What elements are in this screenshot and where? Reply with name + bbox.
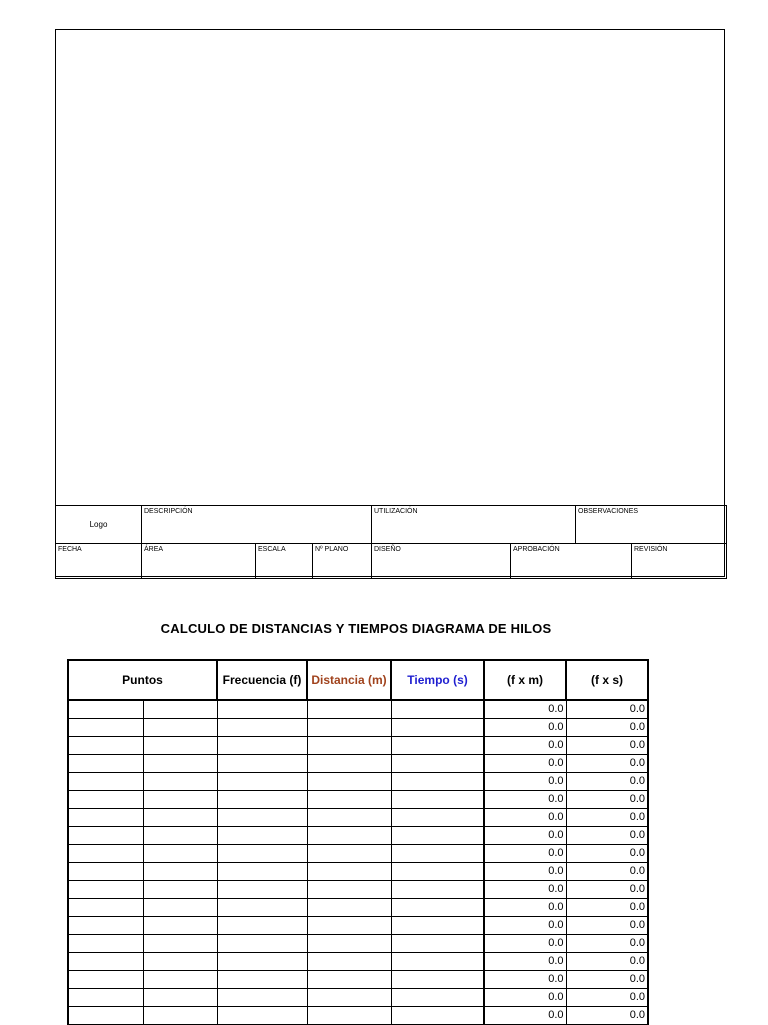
punto-from-cell[interactable]: [68, 700, 143, 719]
observaciones-label: OBSERVACIONES: [576, 506, 727, 544]
frecuencia-cell[interactable]: [217, 845, 307, 863]
punto-to-cell[interactable]: [143, 755, 217, 773]
fxs-cell[interactable]: 0.0: [566, 899, 648, 917]
punto-from-cell[interactable]: [68, 953, 143, 971]
punto-from-cell[interactable]: [68, 809, 143, 827]
title-block: [55, 505, 727, 579]
table-row: [68, 989, 648, 1007]
table-row: [68, 755, 648, 773]
distancia-cell[interactable]: [307, 899, 391, 917]
distancia-cell[interactable]: [307, 935, 391, 953]
fxs-cell[interactable]: 0.0: [566, 1007, 648, 1025]
sheet-title: CALCULO DE DISTANCIAS Y TIEMPOS DIAGRAMA DE HILOS: [160, 621, 552, 636]
revision-label: REVISIÓN: [632, 544, 727, 579]
table-row: [68, 809, 648, 827]
distancia-cell[interactable]: [307, 827, 391, 845]
distancia-cell[interactable]: [307, 719, 391, 737]
descripcion-label: DESCRIPCIÓN: [142, 506, 372, 544]
distancia-cell[interactable]: [307, 845, 391, 863]
frecuencia-cell[interactable]: [217, 863, 307, 881]
punto-to-cell[interactable]: [143, 971, 217, 989]
fxm-cell[interactable]: 0.0: [484, 863, 566, 881]
distancia-cell[interactable]: [307, 881, 391, 899]
punto-from-cell[interactable]: [68, 773, 143, 791]
table-row: [68, 737, 648, 755]
tiempo-cell[interactable]: [391, 791, 484, 809]
distancia-cell[interactable]: [307, 791, 391, 809]
tiempo-cell[interactable]: [391, 737, 484, 755]
fxs-cell[interactable]: 0.0: [566, 700, 648, 719]
fxm-cell[interactable]: 0.0: [484, 737, 566, 755]
fxs-cell[interactable]: 0.0: [566, 755, 648, 773]
punto-from-cell[interactable]: [68, 989, 143, 1007]
tiempo-cell[interactable]: [391, 917, 484, 935]
tiempo-cell[interactable]: [391, 899, 484, 917]
fxm-cell[interactable]: 0.0: [484, 845, 566, 863]
punto-to-cell[interactable]: [143, 917, 217, 935]
fxs-cell[interactable]: 0.0: [566, 989, 648, 1007]
punto-to-cell[interactable]: [143, 737, 217, 755]
frecuencia-cell[interactable]: [217, 791, 307, 809]
frecuencia-cell[interactable]: [217, 917, 307, 935]
table-row: [68, 899, 648, 917]
fxs-cell[interactable]: 0.0: [566, 935, 648, 953]
punto-from-cell[interactable]: [68, 845, 143, 863]
calc-table: [67, 659, 649, 1025]
punto-from-cell[interactable]: [68, 935, 143, 953]
tiempo-cell[interactable]: [391, 971, 484, 989]
distancia-cell[interactable]: [307, 737, 391, 755]
fxm-cell[interactable]: 0.0: [484, 755, 566, 773]
tiempo-cell[interactable]: [391, 719, 484, 737]
punto-from-cell[interactable]: [68, 917, 143, 935]
tiempo-header: Tiempo (s): [391, 660, 484, 700]
distancia-cell[interactable]: [307, 917, 391, 935]
aprobacion-label: APROBACIÓN: [511, 544, 632, 579]
frecuencia-cell[interactable]: [217, 809, 307, 827]
table-row: [68, 1007, 648, 1025]
punto-from-cell[interactable]: [68, 827, 143, 845]
distancia-cell[interactable]: [307, 773, 391, 791]
frecuencia-cell[interactable]: [217, 700, 307, 719]
tiempo-cell[interactable]: [391, 953, 484, 971]
distancia-header: Distancia (m): [307, 660, 391, 700]
punto-from-cell[interactable]: [68, 719, 143, 737]
punto-to-cell[interactable]: [143, 773, 217, 791]
punto-from-cell[interactable]: [68, 899, 143, 917]
punto-to-cell[interactable]: [143, 719, 217, 737]
frecuencia-cell[interactable]: [217, 989, 307, 1007]
tiempo-cell[interactable]: [391, 1007, 484, 1025]
tiempo-cell[interactable]: [391, 700, 484, 719]
tiempo-cell[interactable]: [391, 845, 484, 863]
fxm-cell[interactable]: 0.0: [484, 700, 566, 719]
distancia-cell[interactable]: [307, 971, 391, 989]
fxm-cell[interactable]: 0.0: [484, 791, 566, 809]
fxs-header: (f x s): [566, 660, 648, 700]
punto-to-cell[interactable]: [143, 899, 217, 917]
logo-cell: Logo: [56, 506, 142, 544]
drawing-frame: [55, 29, 725, 577]
punto-to-cell[interactable]: [143, 989, 217, 1007]
table-row: [68, 791, 648, 809]
fxm-cell[interactable]: 0.0: [484, 881, 566, 899]
tiempo-cell[interactable]: [391, 809, 484, 827]
punto-to-cell[interactable]: [143, 863, 217, 881]
tiempo-cell[interactable]: [391, 881, 484, 899]
tiempo-cell[interactable]: [391, 935, 484, 953]
table-row: [68, 881, 648, 899]
area-label: ÁREA: [142, 544, 256, 579]
fxs-cell[interactable]: 0.0: [566, 845, 648, 863]
tiempo-cell[interactable]: [391, 773, 484, 791]
tiempo-cell[interactable]: [391, 827, 484, 845]
frecuencia-header: Frecuencia (f): [217, 660, 307, 700]
punto-to-cell[interactable]: [143, 827, 217, 845]
table-row: [68, 827, 648, 845]
frecuencia-cell[interactable]: [217, 719, 307, 737]
fecha-label: FECHA: [56, 544, 142, 579]
punto-to-cell[interactable]: [143, 881, 217, 899]
frecuencia-cell[interactable]: [217, 953, 307, 971]
table-row: [68, 935, 648, 953]
punto-from-cell[interactable]: [68, 863, 143, 881]
distancia-cell[interactable]: [307, 953, 391, 971]
table-row: [68, 953, 648, 971]
diseno-label: DISEÑO: [372, 544, 511, 579]
frecuencia-cell[interactable]: [217, 773, 307, 791]
distancia-cell[interactable]: [307, 755, 391, 773]
fxm-cell[interactable]: 0.0: [484, 827, 566, 845]
fxm-cell[interactable]: 0.0: [484, 809, 566, 827]
fxs-cell[interactable]: 0.0: [566, 953, 648, 971]
tiempo-cell[interactable]: [391, 989, 484, 1007]
puntos-header: Puntos: [68, 660, 217, 700]
fxm-cell[interactable]: 0.0: [484, 1007, 566, 1025]
n-plano-label: Nº PLANO: [313, 544, 372, 579]
fxm-cell[interactable]: 0.0: [484, 917, 566, 935]
distancia-cell[interactable]: [307, 700, 391, 719]
frecuencia-cell[interactable]: [217, 899, 307, 917]
escala-label: ESCALA: [256, 544, 313, 579]
table-row: [68, 971, 648, 989]
fxm-cell[interactable]: 0.0: [484, 719, 566, 737]
punto-from-cell[interactable]: [68, 737, 143, 755]
punto-from-cell[interactable]: [68, 881, 143, 899]
fxm-cell[interactable]: 0.0: [484, 899, 566, 917]
frecuencia-cell[interactable]: [217, 971, 307, 989]
distancia-cell[interactable]: [307, 1007, 391, 1025]
fxm-header: (f x m): [484, 660, 566, 700]
fxs-cell[interactable]: 0.0: [566, 863, 648, 881]
frecuencia-cell[interactable]: [217, 881, 307, 899]
fxs-cell[interactable]: 0.0: [566, 827, 648, 845]
fxs-cell[interactable]: 0.0: [566, 809, 648, 827]
fxs-cell[interactable]: 0.0: [566, 773, 648, 791]
punto-to-cell[interactable]: [143, 700, 217, 719]
punto-to-cell[interactable]: [143, 1007, 217, 1025]
distancia-cell[interactable]: [307, 863, 391, 881]
distancia-cell[interactable]: [307, 989, 391, 1007]
distancia-cell[interactable]: [307, 809, 391, 827]
fxm-cell[interactable]: 0.0: [484, 773, 566, 791]
frecuencia-cell[interactable]: [217, 1007, 307, 1025]
table-row: [68, 773, 648, 791]
fxm-cell[interactable]: 0.0: [484, 989, 566, 1007]
fxs-cell[interactable]: 0.0: [566, 881, 648, 899]
punto-to-cell[interactable]: [143, 845, 217, 863]
fxs-cell[interactable]: 0.0: [566, 791, 648, 809]
punto-to-cell[interactable]: [143, 791, 217, 809]
fxs-cell[interactable]: 0.0: [566, 719, 648, 737]
table-row: [68, 719, 648, 737]
table-row: [68, 700, 648, 719]
fxm-cell[interactable]: 0.0: [484, 935, 566, 953]
fxs-cell[interactable]: 0.0: [566, 971, 648, 989]
frecuencia-cell[interactable]: [217, 827, 307, 845]
punto-from-cell[interactable]: [68, 791, 143, 809]
tiempo-cell[interactable]: [391, 755, 484, 773]
frecuencia-cell[interactable]: [217, 755, 307, 773]
fxs-cell[interactable]: 0.0: [566, 917, 648, 935]
fxm-cell[interactable]: 0.0: [484, 971, 566, 989]
frecuencia-cell[interactable]: [217, 935, 307, 953]
table-row: [68, 917, 648, 935]
punto-from-cell[interactable]: [68, 971, 143, 989]
frecuencia-cell[interactable]: [217, 737, 307, 755]
punto-to-cell[interactable]: [143, 809, 217, 827]
punto-from-cell[interactable]: [68, 755, 143, 773]
utilizacion-label: UTILIZACIÓN: [372, 506, 576, 544]
punto-from-cell[interactable]: [68, 1007, 143, 1025]
punto-to-cell[interactable]: [143, 953, 217, 971]
table-row: [68, 845, 648, 863]
calc-table-body: [68, 700, 648, 1025]
fxm-cell[interactable]: 0.0: [484, 953, 566, 971]
fxs-cell[interactable]: 0.0: [566, 737, 648, 755]
punto-to-cell[interactable]: [143, 935, 217, 953]
table-row: [68, 863, 648, 881]
tiempo-cell[interactable]: [391, 863, 484, 881]
